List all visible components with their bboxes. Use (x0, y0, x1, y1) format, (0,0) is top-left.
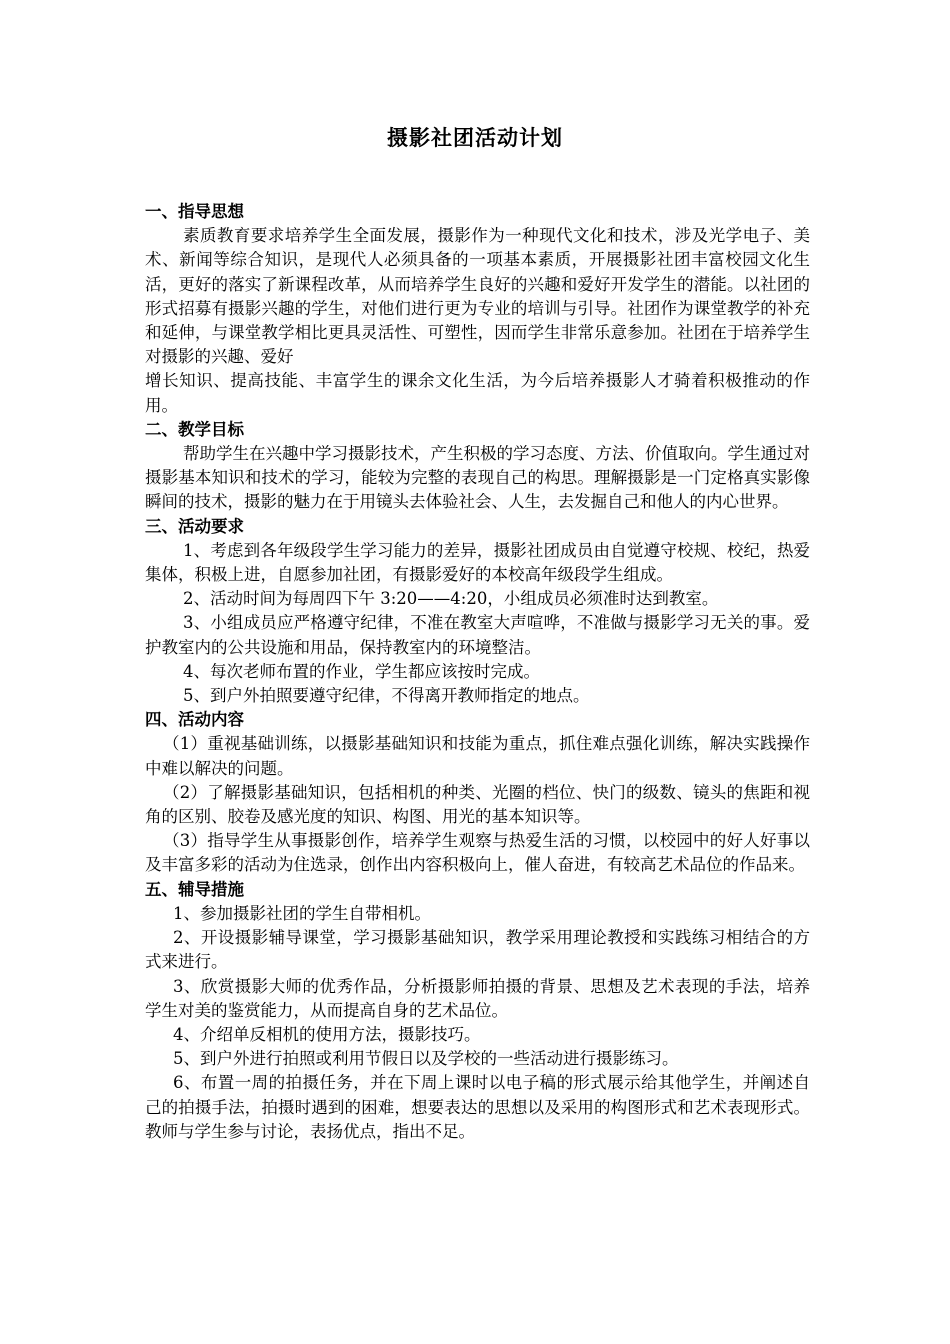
list-item: 1、考虑到各年级段学生学习能力的差异，摄影社团成员由自觉遵守校规、校纪，热爱集体，积极上进，自愿参加社团，有摄影爱好的本校高年级段学生组成。 (145, 540, 810, 585)
section-heading: 四、活动内容 (145, 710, 244, 730)
list-item: （2）了解摄影基础知识，包括相机的种类、光圈的档位、快门的级数、镜头的焦距和视角的区别、胶卷及感光度的知识、构图、用光的基本知识等。 (145, 782, 810, 827)
section-activity-requirements (145, 515, 810, 709)
section-heading: 五、辅导措施 (145, 879, 244, 899)
list-item: 5、到户外进行拍照或利用节假日以及学校的一些活动进行摄影练习。 (173, 1049, 679, 1069)
section-guidance-measures (145, 878, 810, 1144)
list-item: 4、介绍单反相机的使用方法，摄影技巧。 (173, 1024, 481, 1044)
list-item: （3）指导学生从事摄影创作，培养学生观察与热爱生活的习惯，以校园中的好人好事以及丰富多彩的活动为住选录，创作出内容积极向上，催人奋进，有较高艺术品位的作品来。 (145, 831, 810, 875)
list-item: 3、小组成员应严格遵守纪律，不准在教室大声喧哗，不准做与摄影学习无关的事。爱护教室内的公共设施和用品，保持教室内的环境整洁。 (145, 613, 810, 657)
list-item: 2、开设摄影辅导课堂，学习摄影基础知识，教学采用理论教授和实践练习相结合的方式来进行。 (145, 928, 810, 972)
list-item: （1）重视基础训练，以摄影基础知识和技能为重点，抓住难点强化训练，解决实践操作中难以解决的问题。 (145, 734, 810, 778)
list-item: 1、参加摄影社团的学生自带相机。 (173, 903, 431, 923)
document-body (145, 200, 810, 1144)
section-guiding-thought (145, 200, 810, 418)
paragraph: 帮助学生在兴趣中学习摄影技术，产生积极的学习态度、方法、价值取向。学生通过对摄影基本知识和技术的学习，能较为完整的表现自己的构思。理解摄影是一门定格真实影像瞬间的技术，摄影的魅力在于用镜头去体验社会、人生，去发掘自己和他人的内心世界。 (145, 444, 810, 512)
list-item: 5、到户外拍照要遵守纪律，不得离开教师指定的地点。 (183, 686, 590, 706)
list-item: 4、每次老师布置的作业，学生都应该按时完成。 (183, 661, 540, 681)
paragraph: 素质教育要求培养学生全面发展，摄影作为一种现代文化和技术，涉及光学电子、美术、新闻等综合知识，是现代人必须具备的一项基本素质，开展摄影社团丰富校园文化生活，更好的落实了新课程改革，从而培养学生良好的兴趣和爱好开发学生的潜能。以社团的形式招募有摄影兴趣的学生，对他们进行更为专业的培训与引导。社团作为课堂教学的补充和延伸，与课堂教学相比更具灵活性、可塑性，因而学生非常乐意参加。社团在于培养学生对摄影的兴趣、爱好 (145, 226, 810, 367)
paragraph: 增长知识、提高技能、丰富学生的课余文化生活，为今后培养摄影人才骑着积极推动的作用。 (145, 371, 810, 415)
document-title: 摄影社团活动计划 (387, 126, 563, 150)
list-item: 2、活动时间为每周四下午 3:20——4:20，小组成员必须准时达到教室。 (183, 589, 719, 609)
section-heading: 三、活动要求 (145, 516, 244, 536)
section-teaching-goals (145, 418, 810, 515)
list-item: 6、布置一周的拍摄任务，并在下周上课时以电子稿的形式展示给其他学生，并阐述自己的拍摄手法，拍摄时遇到的困难，想要表达的思想以及采用的构图形式和艺术表现形式。教师与学生参与讨论，表扬优点，指出不足。 (145, 1073, 810, 1141)
section-heading: 二、教学目标 (145, 419, 244, 439)
list-item: 3、欣赏摄影大师的优秀作品，分析摄影师拍摄的背景、思想及艺术表现的手法，培养学生对美的鉴赏能力，从而提高自身的艺术品位。 (145, 976, 810, 1020)
section-activity-content (145, 708, 810, 877)
section-heading: 一、指导思想 (145, 202, 244, 221)
